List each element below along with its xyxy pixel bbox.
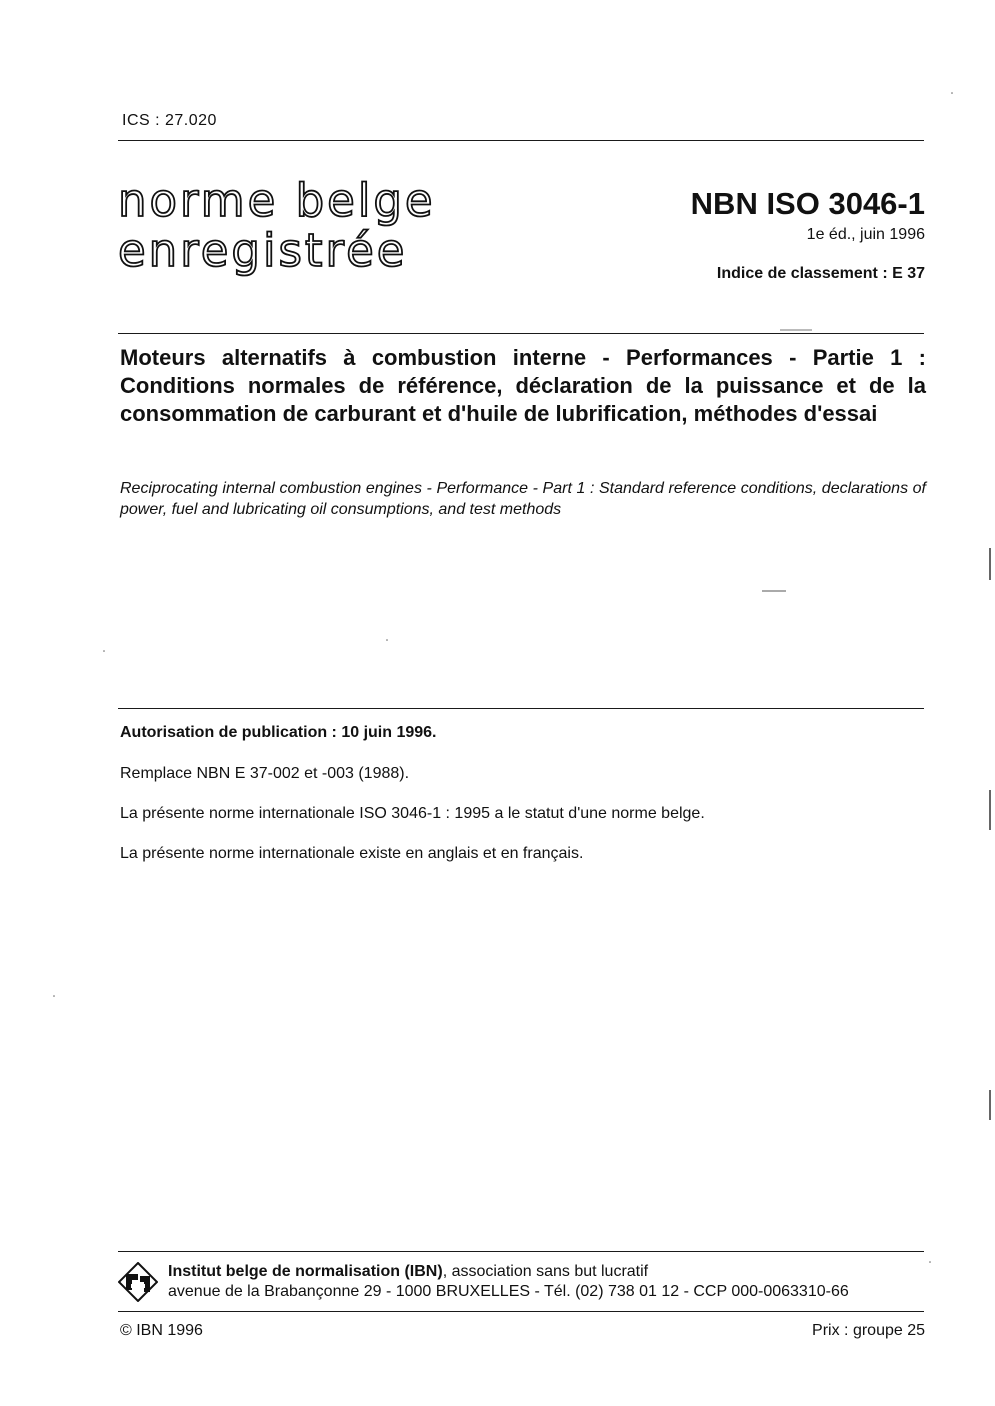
- standard-code: NBN ISO 3046-1: [690, 186, 925, 221]
- languages-note: La présente norme internationale existe en anglais et en français.: [120, 845, 584, 862]
- edition-date: 1e éd., juin 1996: [806, 226, 925, 243]
- replaces-note: Remplace NBN E 37-002 et -003 (1988).: [120, 765, 410, 782]
- price-group: Prix : groupe 25: [812, 1322, 925, 1339]
- ics-code: ICS : 27.020: [122, 112, 217, 129]
- title-french: Moteurs alternatifs à combustion interne - Performances - Partie 1 : Conditions normales de référence, déclaration de la puissance et de la consommation de carburant et d'huile de lubrification, méthodes d'essai: [120, 345, 926, 426]
- brand-line-2: enregistrée: [118, 224, 408, 277]
- institute-name-rest: , association sans but lucratif: [442, 1263, 649, 1280]
- publication-authorization: Autorisation de publication : 10 juin 1996.: [120, 724, 437, 741]
- institute-name-bold: Institut belge de normalisation (IBN): [168, 1263, 443, 1280]
- institute-address: avenue de la Brabançonne 29 - 1000 BRUXELLES - Tél. (02) 738 01 12 - CCP 000-0063310-66: [168, 1283, 849, 1300]
- copyright: © IBN 1996: [120, 1322, 203, 1339]
- title-english: Reciprocating internal combustion engines - Performance - Part 1 : Standard reference conditions, declarations of power, fuel and lubricating oil consumptions, and test methods: [120, 480, 926, 518]
- classification-index: Indice de classement : E 37: [716, 265, 925, 282]
- status-note: La présente norme internationale ISO 3046-1 : 1995 a le statut d'une norme belge.: [120, 805, 705, 822]
- brand-line-1: norme belge: [118, 174, 436, 227]
